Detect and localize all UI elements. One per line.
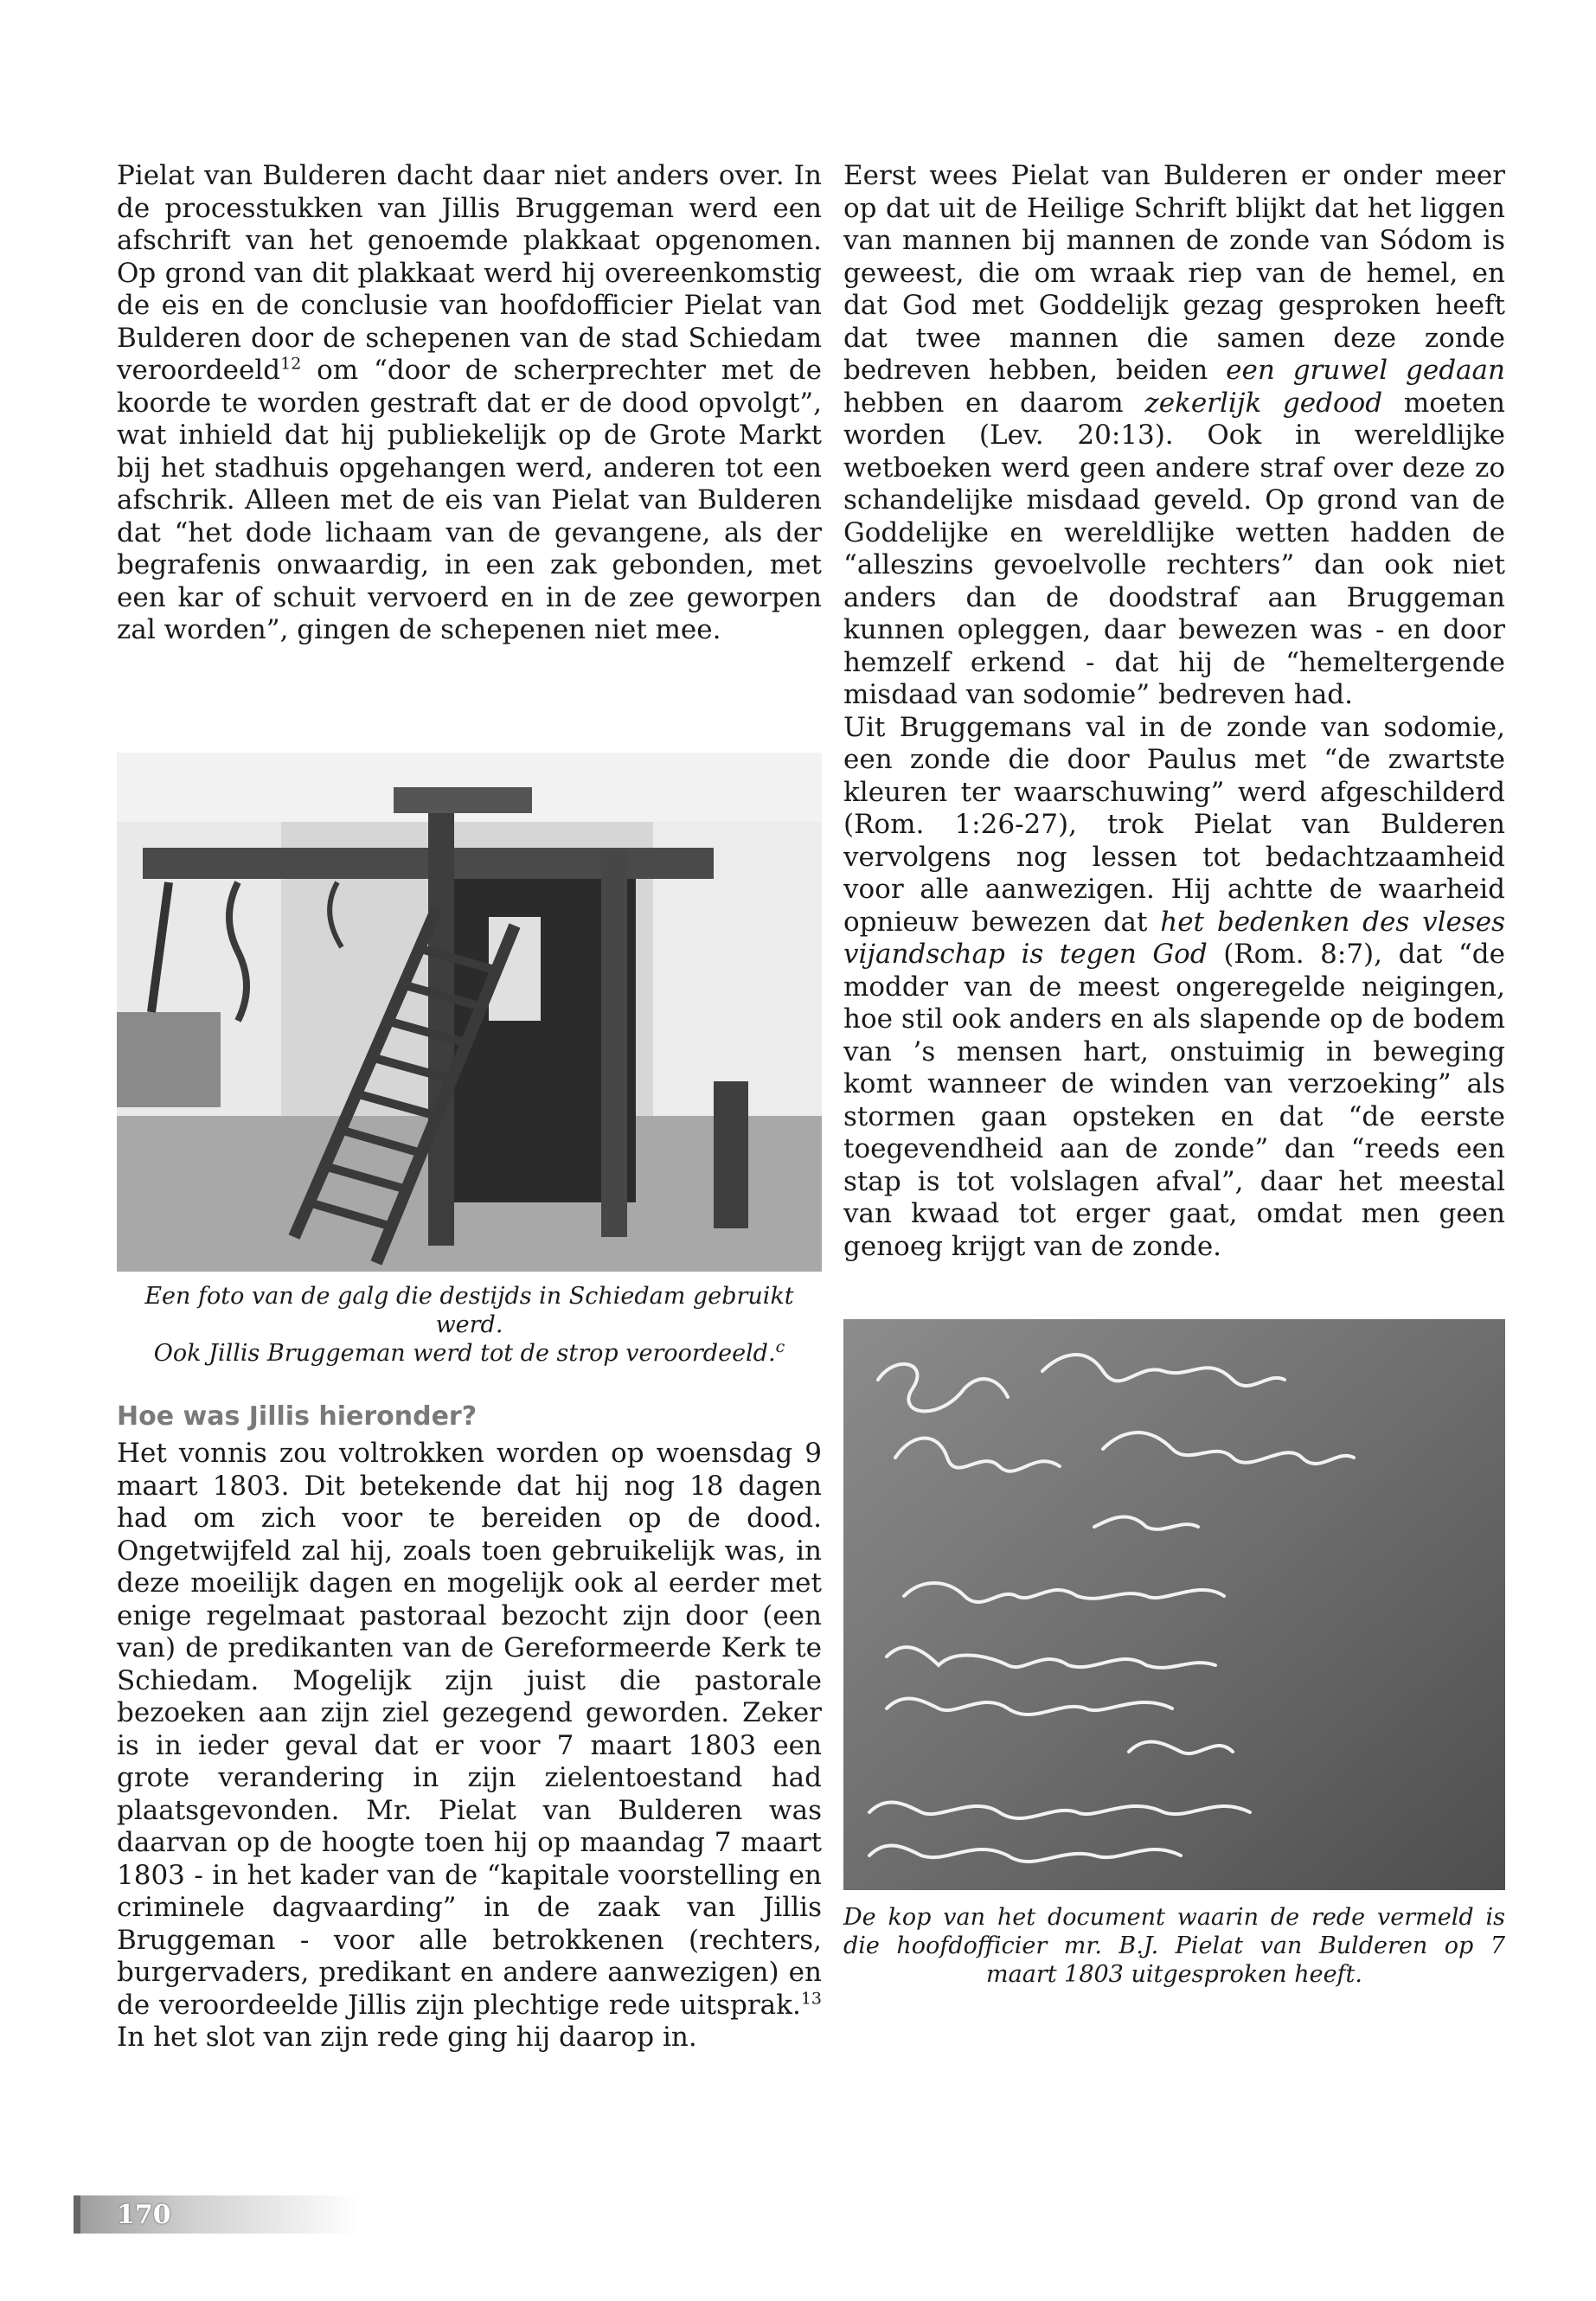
paragraph-schrift: Eerst wees Pielat van Bulderen er onder meer op dat uit de Heilige Schrift blijkt dat het liggen van mannen bij mannen de zonde van Sódom is geweest, die om wraak riep van de hemel, en dat God met Goddelijk gezag gesproken heeft dat twee mannen die samen deze zonde bedreven hebben, beiden een gruwel gedaan hebben en daarom zekerlijk gedood moeten worden (Lev. 20:13). Ook in wereldlijke wetboeken werd geen andere straf over deze zo schandelijke misdaad geveld. Op grond van de Goddelijke en wereldlijke wetten hadden de “alleszins gevoelvolle rechters” dan ook niet anders dan de doodstraf aan Bruggeman kunnen opleggen, daar bewezen was - en door hemzelf erkend - dat hij de “hemeltergende misdaad van sodomie” bedreven had. — [843, 160, 1505, 710]
left-column-lower — [117, 1438, 822, 2054]
right-column — [843, 160, 1505, 1263]
left-column — [117, 160, 822, 647]
paragraph-vonnis: Het vonnis zou voltrokken worden op woensdag 9 maart 1803. Dit betekende dat hij nog 18 dagen had om zich voor te bereiden op de dood. Ongetwijfeld zal hij, zoals toen gebruikelijk was, in deze moeilijk dagen en mogelijk ook al eerder met enige regelmaat pastoraal bezocht zijn door (een van) de predikanten van de Gereformeerde Kerk te Schiedam. Mogelijk zijn juist die pastorale bezoeken aan zijn ziel gezegend geworden. Zeker is in ieder geval dat er voor 7 maart 1803 een grote verandering in zijn zielentoestand had plaatsgevonden. Mr. Pielat van Bulderen was daarvan op de hoogte toen hij op maandag 7 maart 1803 - in het kader van de “kapitale voorstelling en criminele dagvaarding” in de zaak van Jillis Bruggeman - voor alle betrokkenen (rechters, burgervaders, predikant en andere aanwezigen) en de veroordeelde Jillis zijn plechtige rede uitsprak.$^{13}$ In het slot van zijn rede ging hij daarop in. — [117, 1438, 822, 2053]
paragraph-sodomie: Uit Bruggemans val in de zonde van sodomie, een zonde die door Paulus met “de zwartste kleuren ter waarschuwing” werd afgeschilderd (Rom. 1:26-27), trok Pielat van Bulderen vervolgens nog lessen tot bedachtzaamheid voor alle aanwezigen. Hij achtte de waarheid opnieuw bewezen dat het bedenken des vleses vijandschap is tegen God (Rom. 8:7), dat “de modder van de meest ongeregelde neigingen, hoe stil ook anders en als slapende op de bodem van ’s mensen hart, onstuimig in beweging komt wanneer de winden van verzoeking” als stormen gaan opsteken en dat “de eerste toegevendheid aan de zonde” dan “reeds een stap is tot volslagen afval”, daar het meestal van kwaad tot erger gaat, omdat men geen genoeg krijgt van de zonde. — [843, 711, 1506, 1262]
photo-credit-ref[interactable]: c — [775, 1337, 785, 1356]
manuscript-photo — [843, 1319, 1505, 1890]
document-caption: De kop van het document waarin de rede vermeld is die hoofdofficier mr. B.J. Pielat van Bulderen op 7 maart 1803 uitgesproken heeft. — [843, 1904, 1505, 1988]
gallows-illustration — [117, 753, 822, 1272]
paragraph-plakkaat: Pielat van Bulderen dacht daar niet anders over. In de processtukken van Jillis Bruggeman werd een afschrift van het genoemde plakkaat opgenomen. Op grond van dit plakkaat werd hij overeenkomstig de eis en de conclusie van hoofdofficier Pielat van Bulderen door de schepenen van de stad Schiedam veroordeeld$^{12}$ om “door de scherprechter met de koorde te worden gestraft dat er de dood opvolgt”, wat inhield dat hij publiekelijk op de Grote Markt bij het stadhuis opgehangen werd, anderen tot een afschrik. Alleen met de eis van Pielat van Bulderen dat “het dode lichaam van de gevangene, als der begrafenis onwaardig, in een zak gebonden, met een kar of schuit vervoerd en in de zee geworpen zal worden”, gingen de schepenen niet mee. — [117, 160, 822, 645]
page-number-bar — [74, 2195, 80, 2234]
footnote-ref-12[interactable]: 12 — [280, 354, 302, 374]
photo-caption: Een foto van de galg die destijds in Schiedam gebruikt werd. Ook Jillis Bruggeman werd tot de strop veroordeeld.$^c$ — [144, 1283, 794, 1367]
footnote-ref-13[interactable]: 13 — [800, 1989, 822, 2009]
gallows-photo — [117, 753, 822, 1272]
manuscript-illustration — [843, 1319, 1505, 1890]
page-number: 170 — [117, 2200, 171, 2230]
section-heading: Hoe was Jillis hieronder? — [117, 1401, 478, 1432]
page-number-tab — [74, 2195, 359, 2234]
